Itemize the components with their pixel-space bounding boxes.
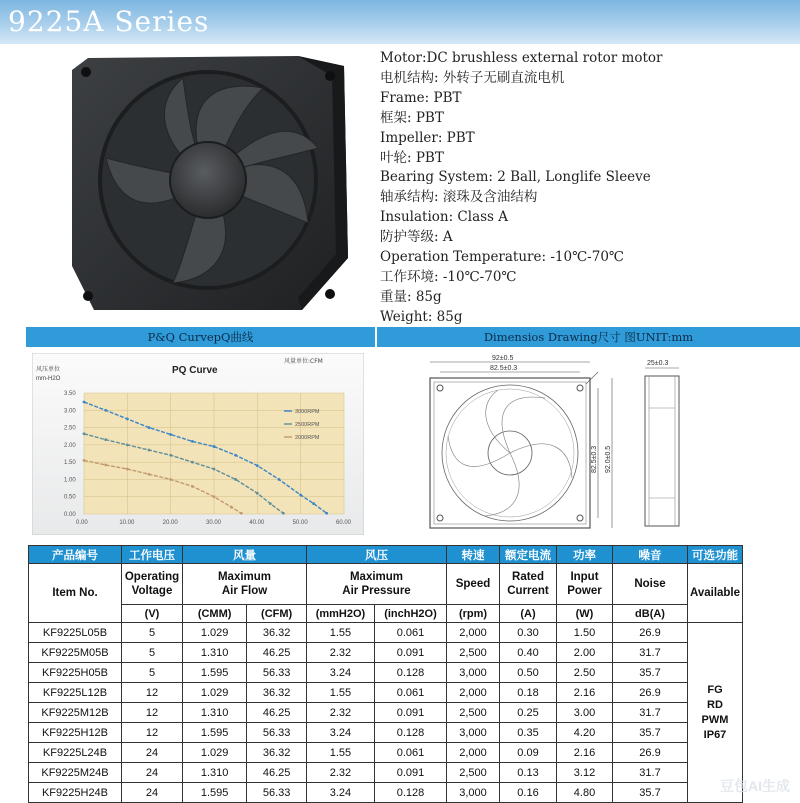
col-cn-power: 功率 [557, 546, 613, 564]
spec-line: 叶轮: PBT [380, 149, 444, 166]
y-tick-label: 0.50 [64, 494, 76, 501]
table-cell: 26.9 [613, 743, 688, 763]
table-cell: 35.7 [613, 723, 688, 743]
table-cell: 1.029 [183, 683, 247, 703]
data-point [104, 409, 107, 412]
data-point [269, 502, 272, 505]
pq-curve-chart [32, 353, 364, 535]
table-cell: 3.12 [557, 763, 613, 783]
pq-chart-title: PQ Curve [172, 365, 218, 376]
data-point [234, 478, 237, 481]
table-cell: 0.13 [500, 763, 557, 783]
dim-thickness: 25±0.3 [647, 360, 669, 367]
x-tick-label: 20.00 [162, 520, 178, 526]
data-point [256, 492, 259, 495]
data-point [230, 506, 233, 509]
table-cell: 24 [122, 783, 183, 803]
table-cell: 36.32 [247, 683, 307, 703]
col-item: Item No. [29, 564, 122, 623]
table-cell: 24 [122, 763, 183, 783]
data-point [148, 449, 151, 452]
table-cell: 0.128 [374, 783, 446, 803]
table-cell: 36.32 [247, 743, 307, 763]
data-point [83, 432, 86, 435]
table-cell: 2,000 [447, 623, 500, 643]
unit-cell: (W) [557, 605, 613, 623]
col-airflow: Maximum Air Flow [183, 564, 307, 605]
table-cell: KF9225L24B [29, 743, 122, 763]
unit-cell: (CFM) [247, 605, 307, 623]
table-cell: KF9225L05B [29, 623, 122, 643]
option-label: FG [707, 683, 723, 696]
table-cell: 2.00 [557, 643, 613, 663]
y-tick-label: 0.00 [64, 512, 76, 518]
unit-cell: (CMM) [183, 605, 247, 623]
table-cell: 2,000 [447, 743, 500, 763]
spec-line: 电机结构: 外转子无刷直流电机 [380, 69, 565, 86]
table-row [29, 683, 743, 703]
series-title: 9225A Series [8, 5, 210, 38]
table-cell: 3,000 [447, 723, 500, 743]
data-point [256, 464, 259, 467]
table-cell: 31.7 [613, 703, 688, 723]
data-point [191, 440, 194, 443]
y-axis-unit: mm-H2O [36, 376, 61, 382]
table-cell: 1.029 [183, 743, 247, 763]
y-tick-label: 1.50 [64, 460, 76, 467]
table-cell: 56.33 [247, 663, 307, 683]
spec-line: Impeller: PBT [380, 129, 475, 146]
y-tick-label: 1.00 [64, 477, 76, 484]
option-label: RD [707, 698, 723, 711]
table-cell: 56.33 [247, 723, 307, 743]
col-power: Input Power [557, 564, 613, 605]
dim-hole-spacing: 82.5±0.3 [490, 365, 518, 372]
x-tick-label: 10.00 [119, 520, 135, 526]
data-point [278, 478, 281, 481]
table-cell: 1.595 [183, 663, 247, 683]
table-cell: 1.55 [307, 743, 375, 763]
data-point [325, 512, 328, 515]
table-cell: KF9225M12B [29, 703, 122, 723]
y-tick-label: 2.00 [64, 442, 76, 449]
table-cell: 31.7 [613, 643, 688, 663]
col-cn-item: 产品编号 [29, 546, 122, 564]
y-tick-label: 3.00 [64, 408, 76, 415]
data-point [126, 418, 129, 421]
table-cell: 0.35 [500, 723, 557, 743]
table-cell: 3.00 [557, 703, 613, 723]
table-cell: 1.310 [183, 703, 247, 723]
watermark: 豆包AI生成 [720, 778, 790, 794]
table-cell: 0.128 [374, 663, 446, 683]
table-cell: 26.9 [613, 683, 688, 703]
table-cell: 46.25 [247, 703, 307, 723]
data-point [83, 459, 86, 462]
col-speed: Speed [447, 564, 500, 605]
legend-label: 2500RPM [295, 422, 320, 428]
unit-cell: dB(A) [613, 605, 688, 623]
table-cell: 3.24 [307, 663, 375, 683]
table-cell: 0.16 [500, 783, 557, 803]
unit-cell: (inchH2O) [374, 605, 446, 623]
table-cell: 46.25 [247, 643, 307, 663]
col-cn-airflow: 风量 [183, 546, 307, 564]
spec-line: Frame: PBT [380, 89, 462, 106]
x-axis-unit: 风量单位:CFM [284, 358, 323, 365]
table-cell: 26.9 [613, 623, 688, 643]
table-cell: 2.32 [307, 703, 375, 723]
specifications [380, 49, 800, 328]
table-cell: 1.595 [183, 723, 247, 743]
data-point [191, 461, 194, 464]
table-cell: KF9225M24B [29, 763, 122, 783]
spec-line: 轴承结构: 滚珠及含油结构 [380, 189, 538, 206]
table-row [29, 643, 743, 663]
table-cell: 46.25 [247, 763, 307, 783]
spec-line: Insulation: Class A [380, 209, 509, 226]
col-cn-noise: 噪音 [613, 546, 688, 564]
data-point [126, 468, 129, 471]
table-cell: 2.32 [307, 763, 375, 783]
table-cell: 2.50 [557, 663, 613, 683]
table-cell: 24 [122, 743, 183, 763]
table-cell: 31.7 [613, 763, 688, 783]
table-cell: 2.32 [307, 643, 375, 663]
table-cell: 3,000 [447, 783, 500, 803]
data-point [169, 433, 172, 436]
table-cell: 0.09 [500, 743, 557, 763]
col-cn-available: 可选功能 [688, 546, 743, 564]
col-cn-pressure: 风压 [307, 546, 447, 564]
table-cell: 4.80 [557, 783, 613, 803]
table-row [29, 743, 743, 763]
option-label: IP67 [703, 728, 727, 741]
table-cell: 0.50 [500, 663, 557, 683]
col-current: Rated Current [500, 564, 557, 605]
table-cell: 5 [122, 663, 183, 683]
x-tick-label: 60.00 [336, 520, 352, 526]
table-cell: 12 [122, 683, 183, 703]
table-cell: 0.128 [374, 723, 446, 743]
x-tick-label: 30.00 [206, 520, 222, 526]
table-cell: 2,500 [447, 703, 500, 723]
dimensions-section-header: Dimensios Drawing尺寸 图UNIT:mm [377, 327, 800, 347]
data-point [299, 494, 302, 497]
table-cell: 1.029 [183, 623, 247, 643]
data-point [104, 438, 107, 441]
data-point [169, 454, 172, 457]
data-point [213, 445, 216, 448]
data-point [282, 512, 285, 515]
table-cell: 0.18 [500, 683, 557, 703]
legend-label: 3000RPM [295, 409, 320, 415]
unit-cell: (mmH2O) [307, 605, 375, 623]
dimensions-drawing [400, 348, 800, 540]
data-point [312, 502, 315, 505]
spec-line: 重量: 85g [380, 288, 442, 305]
table-cell: 12 [122, 703, 183, 723]
table-cell: 1.55 [307, 623, 375, 643]
data-point [191, 485, 194, 488]
data-point [148, 473, 151, 476]
col-cn-voltage: 工作电压 [122, 546, 183, 564]
x-tick-label: 50.00 [292, 520, 308, 526]
spec-line: Motor:DC brushless external rotor motor [380, 50, 663, 66]
spec-line: 防护等级: A [380, 229, 453, 246]
table-row [29, 623, 743, 643]
table-cell: 2,500 [447, 763, 500, 783]
col-pressure: Maximum Air Pressure [307, 564, 447, 605]
pq-section-header: P&Q CurvepQ曲线 [26, 327, 375, 347]
table-cell: 2.16 [557, 743, 613, 763]
table-cell: 0.091 [374, 703, 446, 723]
dim-hole-spacing-vertical: 82.5±0.3 [591, 445, 598, 473]
table-cell: KF9225H05B [29, 663, 122, 683]
table-cell: 2,000 [447, 683, 500, 703]
dim-height: 92.0±0.5 [605, 445, 612, 473]
table-row [29, 723, 743, 743]
data-point [104, 464, 107, 467]
col-cn-current: 额定电流 [500, 546, 557, 564]
table-cell: KF9225H24B [29, 783, 122, 803]
table-cell: 3.24 [307, 783, 375, 803]
fan-photo [58, 48, 370, 320]
y-tick-label: 3.50 [64, 391, 76, 397]
table-cell: 0.25 [500, 703, 557, 723]
spec-line: 工作环境: -10℃-70℃ [380, 268, 517, 285]
table-cell: 0.061 [374, 623, 446, 643]
col-noise: Noise [613, 564, 688, 605]
table-cell: 0.40 [500, 643, 557, 663]
table-cell: 35.7 [613, 783, 688, 803]
data-point [213, 468, 216, 471]
y-axis-label: 风压单位 [36, 366, 61, 373]
table-row [29, 763, 743, 783]
spec-line: Bearing System: 2 Ball, Longlife Sleeve [380, 169, 651, 186]
table-cell: 1.310 [183, 763, 247, 783]
y-tick-label: 2.50 [64, 425, 76, 432]
table-cell: KF9225M05B [29, 643, 122, 663]
table-cell: 3,000 [447, 663, 500, 683]
data-point [83, 401, 86, 404]
table-cell: 5 [122, 623, 183, 643]
table-cell: 56.33 [247, 783, 307, 803]
data-point [148, 426, 151, 429]
data-point [234, 454, 237, 457]
table-row [29, 663, 743, 683]
table-cell: 0.061 [374, 743, 446, 763]
table-cell: 0.091 [374, 763, 446, 783]
series-banner [0, 0, 800, 44]
x-tick-label: 40.00 [249, 520, 265, 526]
table-cell: 3.24 [307, 723, 375, 743]
data-point [240, 512, 243, 515]
table-cell: 35.7 [613, 663, 688, 683]
spec-table [28, 545, 743, 803]
unit-cell: (rpm) [447, 605, 500, 623]
table-cell: 1.50 [557, 623, 613, 643]
table-cell: KF9225H12B [29, 723, 122, 743]
spec-line: Operation Temperature: -10℃-70℃ [380, 249, 625, 266]
table-cell: 2,500 [447, 643, 500, 663]
x-tick-label: 0.00 [76, 520, 88, 526]
col-cn-speed: 转速 [447, 546, 500, 564]
col-voltage: Operating Voltage [122, 564, 183, 605]
data-point [169, 478, 172, 481]
unit-cell: (V) [122, 605, 183, 623]
data-point [126, 443, 129, 446]
table-cell: 1.595 [183, 783, 247, 803]
table-cell: 0.061 [374, 683, 446, 703]
table-cell: 5 [122, 643, 183, 663]
table-cell: KF9225L12B [29, 683, 122, 703]
dim-top-width: 92±0.5 [492, 355, 514, 362]
table-cell: 1.55 [307, 683, 375, 703]
table-cell: 0.30 [500, 623, 557, 643]
option-label: PWM [701, 713, 729, 726]
legend-label: 2000RPM [295, 435, 320, 441]
col-available: Available [688, 564, 743, 623]
unit-cell: (A) [500, 605, 557, 623]
spec-line: Weight: 85g [380, 308, 463, 325]
table-cell: 1.310 [183, 643, 247, 663]
table-row [29, 703, 743, 723]
table-cell: 4.20 [557, 723, 613, 743]
spec-line: 框架: PBT [380, 109, 444, 126]
data-point [213, 495, 216, 498]
table-cell: 0.091 [374, 643, 446, 663]
table-cell: 12 [122, 723, 183, 743]
table-cell: 2.16 [557, 683, 613, 703]
table-cell: 36.32 [247, 623, 307, 643]
